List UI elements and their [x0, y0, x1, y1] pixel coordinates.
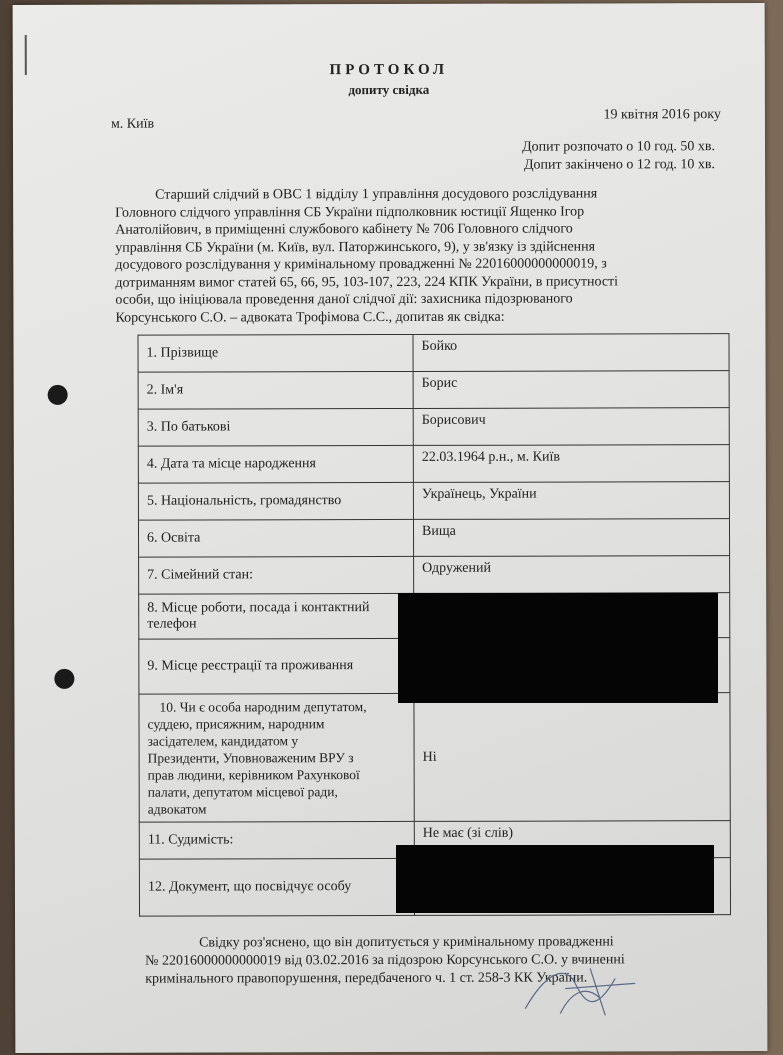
field-label-line: палати, депутатом місцевої ради, [147, 784, 338, 800]
field-label: 4. Дата та місце народження [138, 445, 413, 483]
field-value: Борисович [413, 408, 729, 446]
table-row [138, 371, 729, 410]
field-label: 8. Місце роботи, посада і контактний телефон [139, 593, 414, 639]
table-row [138, 334, 729, 373]
document-date: 19 квітня 2016 року [603, 107, 721, 123]
field-value: Одружений [414, 556, 730, 594]
field-label [139, 693, 414, 822]
table-row [139, 693, 730, 823]
document-title: ПРОТОКОЛ [329, 61, 449, 79]
field-value: Не має (зі слів) [414, 821, 730, 859]
intro-line: управління СБ України (м. Київ, вул. Паторжинського, 9), у зв'язку із здійснення [115, 238, 596, 256]
redaction-box [396, 845, 714, 913]
table-row [138, 445, 729, 484]
field-value: Українець, України [413, 482, 729, 520]
field-label: 6. Освіта [138, 519, 413, 557]
table-row [138, 408, 729, 447]
intro-line: Корсунського С.О. – адвоката Трофімова С.С., допитав як свідка: [115, 309, 505, 326]
intro-line: дотриманням вимог статей 65, 66, 95, 103-107, 223, 224 КПК України, в присутності [115, 273, 619, 291]
footer-line: № 22016000000000019 від 03.02.2016 за підозрою Корсунського С.О. у вчиненні [145, 952, 625, 969]
table-row [138, 519, 729, 558]
field-value: Борис [413, 371, 729, 409]
end-time: Допит закінчено о 12 год. 10 хв. [523, 157, 716, 173]
punch-hole [54, 669, 74, 689]
field-label: 11. Судимість: [139, 821, 414, 859]
footer-line: кримінального правопорушення, передбаченого ч. 1 ст. 258-3 КК України. [145, 970, 588, 987]
intro-line: Старший слідчий в ОВС 1 відділу 1 управління досудового розслідування [155, 186, 598, 203]
city: м. Київ [110, 116, 155, 132]
start-time: Допит розпочато о 10 год. 50 хв. [522, 139, 716, 155]
field-label-line: Президенти, Уповноваженим ВРУ з [147, 750, 354, 766]
field-label-line: засідателем, кандидатом у [147, 733, 299, 749]
field-label-line: суддею, присяжним, народним [147, 716, 325, 732]
field-value: Бойко [413, 334, 729, 372]
table-row [139, 556, 730, 595]
field-label: 2. Ім'я [138, 371, 413, 409]
table-row [138, 482, 729, 521]
document-subtitle: допиту свідка [348, 81, 430, 98]
field-label: 9. Місце реєстрації та проживання [139, 638, 414, 694]
field-label: 3. По батькові [138, 408, 413, 446]
field-label: 1. Прізвище [138, 334, 413, 372]
field-value: 22.03.1964 р.н., м. Київ [413, 445, 729, 483]
field-label-line: прав людини, керівником Рахункової [147, 767, 360, 783]
field-label: 12. Документ, що посвідчує особу [139, 858, 414, 916]
punch-hole [48, 385, 68, 405]
field-label-line: 10. Чи є особа народним депутатом, [159, 699, 367, 715]
intro-line: особи, що ініціювала проведення даної слідчої дії: захисника підозрюваного [115, 291, 573, 308]
field-label-line: адвокатом [147, 801, 207, 817]
intro-paragraph [115, 185, 719, 327]
field-label: 5. Національність, громадянство [138, 482, 413, 520]
signature-mark [505, 953, 655, 1023]
field-value: Ні [414, 693, 730, 822]
intro-line: Головного слідчого управління СБ України підполковник юстиції Ященко Ігор [115, 203, 585, 221]
field-label: 7. Сімейний стан: [139, 556, 414, 594]
footer-line: Свідку роз'яснено, що він допитується у кримінальному провадженні [199, 934, 614, 951]
redaction-box [398, 593, 718, 703]
intro-line: досудового розслідування у кримінальному провадженні № 22016000000000019, з [115, 256, 607, 273]
intro-line: Анатолійович, в приміщенні службового кабінету № 706 Головного слідчого [115, 221, 573, 238]
field-value: Вища [413, 519, 729, 557]
